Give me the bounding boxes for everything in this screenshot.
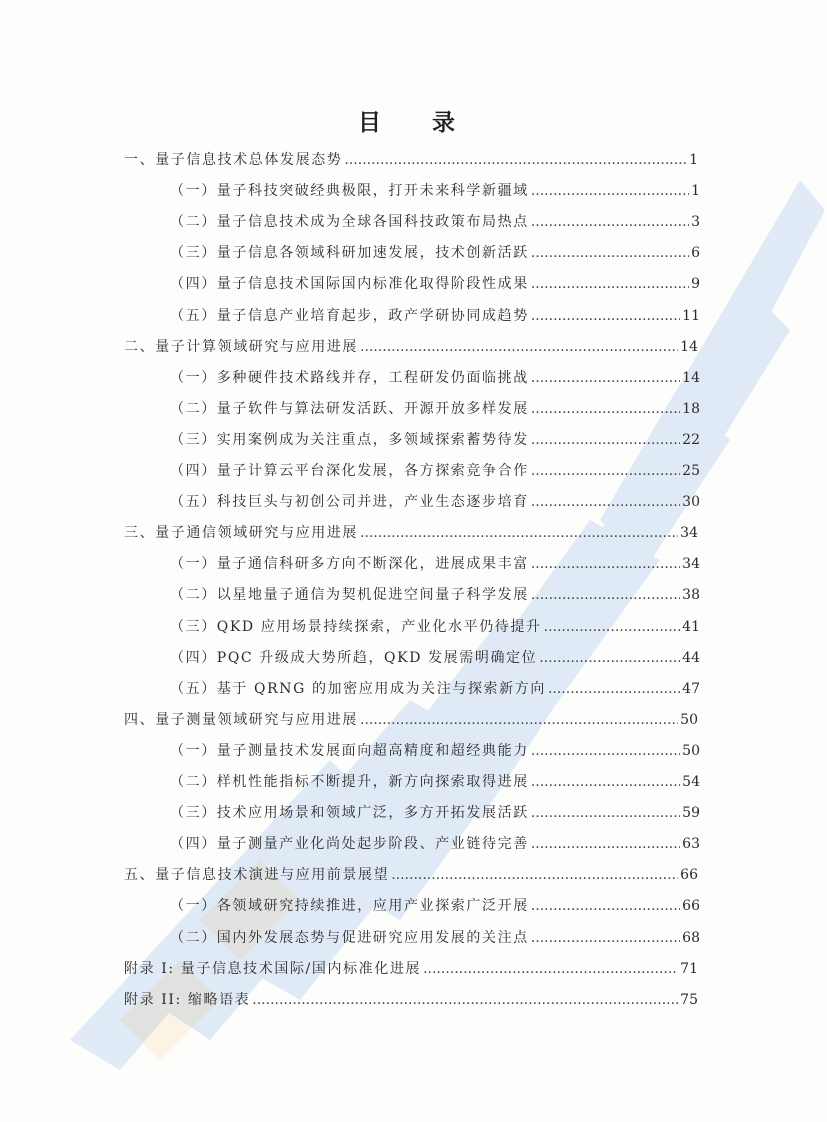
toc-chapter-entry[interactable]: [124, 863, 698, 887]
toc-chapter-entry[interactable]: [124, 957, 698, 981]
toc-page-number: 6: [691, 245, 700, 262]
toc-page-number: 66: [680, 867, 698, 884]
toc-page-number: 34: [680, 525, 698, 542]
toc-dot-leader: [531, 832, 680, 856]
toc-dot-leader: [539, 646, 680, 670]
toc-page-number: 18: [682, 400, 700, 417]
toc-entry-label: （四）PQC 升级成大势所趋，QKD 发展需明确定位: [170, 649, 538, 666]
toc-dot-leader: [531, 241, 689, 265]
toc-section-entry[interactable]: [170, 646, 700, 670]
toc-page-number: 71: [680, 960, 698, 977]
toc-dot-leader: [531, 583, 680, 607]
toc-dot-leader: [531, 272, 689, 296]
toc-entry-label: （一）量子测量技术发展面向超高精度和超经典能力: [170, 742, 529, 759]
toc-page-number: 54: [682, 774, 700, 790]
toc-entry-label: 一、量子信息技术总体发展态势: [124, 152, 343, 168]
toc-section-entry[interactable]: [170, 490, 700, 514]
toc-section-entry[interactable]: [170, 615, 700, 639]
toc-dot-leader: [531, 304, 680, 328]
toc-page-number: 47: [682, 680, 700, 697]
toc-page-number: 34: [682, 556, 700, 573]
toc-dot-leader: [531, 210, 689, 234]
toc-chapter-entry[interactable]: [124, 708, 698, 732]
toc-section-entry[interactable]: [170, 210, 700, 234]
toc-section-entry[interactable]: [170, 926, 700, 950]
toc-entry-label: （四）量子信息技术国际国内标准化取得阶段性成果: [170, 276, 529, 293]
toc-page-number: 50: [680, 711, 698, 728]
toc-section-entry[interactable]: [170, 894, 700, 918]
toc-dot-leader: [531, 179, 689, 203]
toc-entry-label: （三）技术应用场景和领域广泛，多方开拓发展活跃: [170, 805, 529, 822]
toc-chapter-entry[interactable]: [124, 521, 698, 545]
toc-entry-label: （五）基于 QRNG 的加密应用成为关注与探索新方向: [170, 680, 546, 697]
toc-page-number: 1: [691, 183, 700, 200]
toc-dot-leader: [531, 428, 680, 452]
toc-section-entry[interactable]: [170, 770, 700, 794]
toc-dot-leader: [531, 552, 680, 576]
toc-dot-leader: [531, 397, 680, 421]
toc-dot-leader: [531, 770, 680, 794]
page-title: 目 录: [358, 109, 469, 136]
toc-entry-label: （三）QKD 应用场景持续探索，产业化水平仍待提升: [170, 618, 542, 635]
toc-dot-leader: [531, 894, 680, 918]
toc-page-number: 66: [682, 898, 700, 915]
toc-page-number: 14: [680, 338, 698, 355]
toc-page-number: 14: [682, 369, 700, 386]
toc-dot-leader: [423, 957, 678, 981]
toc-page-number: 11: [682, 307, 700, 324]
toc-section-entry[interactable]: [170, 677, 700, 701]
toc-page-number: 44: [682, 649, 700, 666]
toc-entry-label: （四）量子测量产业化尚处起步阶段、产业链待完善: [170, 836, 529, 853]
toc-entry-label: 附录 II: 缩略语表: [124, 991, 251, 1008]
toc-entry-label: （一）多种硬件技术路线并存，工程研发仍面临挑战: [170, 369, 529, 386]
toc-dot-leader: [252, 988, 678, 1012]
toc-entry-label: （三）量子信息各领域科研加速发展，技术创新活跃: [170, 245, 529, 262]
toc-section-entry[interactable]: [170, 366, 700, 390]
toc-section-entry[interactable]: [170, 272, 700, 296]
toc-page-number: 38: [682, 587, 700, 604]
toc-page-number: 22: [682, 431, 700, 448]
toc-dot-leader: [548, 677, 680, 701]
toc-dot-leader: [544, 615, 681, 639]
toc-dot-leader: [531, 366, 680, 390]
toc-section-entry[interactable]: [170, 583, 700, 607]
toc-entry-label: （二）量子软件与算法研发活跃、开源开放多样发展: [170, 400, 529, 417]
toc-chapter-entry[interactable]: [124, 988, 698, 1012]
toc-dot-leader: [360, 708, 678, 732]
toc-page-number: 68: [682, 929, 700, 946]
toc-entry-label: （五）科技巨头与初创公司并进，产业生态逐步培育: [170, 494, 529, 511]
toc-section-entry[interactable]: [170, 304, 700, 328]
toc-dot-leader: [360, 335, 678, 359]
toc-section-entry[interactable]: [170, 832, 700, 856]
toc-page-number: 9: [691, 276, 700, 293]
toc-dot-leader: [531, 801, 680, 825]
toc-entry-label: 附录 I: 量子信息技术国际/国内标准化进展: [124, 960, 422, 977]
toc-entry-label: （二）量子信息技术成为全球各国科技政策布局热点: [170, 214, 529, 231]
toc-entry-label: （三）实用案例成为关注重点，多领域探索蓄势待发: [170, 431, 529, 448]
toc-dot-leader: [531, 490, 680, 514]
toc-entry-label: （一）各领域研究持续推进，应用产业探索广泛开展: [170, 898, 529, 915]
toc-chapter-entry[interactable]: [124, 335, 698, 359]
toc-dot-leader: [344, 148, 687, 172]
toc-section-entry[interactable]: [170, 428, 700, 452]
toc-entry-label: （一）量子通信科研多方向不断深化，进展成果丰富: [170, 556, 529, 573]
toc-page-number: 25: [682, 463, 700, 479]
toc-entry-label: 二、量子计算领域研究与应用进展: [124, 338, 358, 355]
toc-section-entry[interactable]: [170, 241, 700, 265]
toc-entry-label: （一）量子科技突破经典极限，打开未来科学新疆域: [170, 183, 529, 200]
toc-page-number: 59: [682, 805, 700, 822]
toc-section-entry[interactable]: [170, 179, 700, 203]
toc-page-number: 41: [682, 618, 700, 635]
toc-section-entry[interactable]: [170, 397, 700, 421]
toc-entry-label: 五、量子信息技术演进与应用前景展望: [124, 867, 390, 884]
toc-section-entry[interactable]: [170, 801, 700, 825]
toc-entry-label: （四）量子计算云平台深化发展，各方探索竞争合作: [170, 463, 529, 479]
toc-section-entry[interactable]: [170, 459, 700, 483]
toc-dot-leader: [531, 739, 680, 763]
toc-entry-label: 四、量子测量领域研究与应用进展: [124, 711, 358, 728]
toc-dot-leader: [531, 926, 680, 950]
toc-dot-leader: [531, 459, 680, 483]
toc-entry-label: （五）量子信息产业培育起步，政产学研协同成趋势: [170, 307, 529, 324]
toc-page-number: 1: [689, 152, 698, 168]
toc-page-number: 50: [682, 742, 700, 759]
toc-entry-label: （二）国内外发展态势与促进研究应用发展的关注点: [170, 929, 529, 946]
toc-entry-label: （二）样机性能指标不断提升，新方向探索取得进展: [170, 774, 529, 790]
toc-page-number: 3: [691, 214, 700, 231]
toc-chapter-entry[interactable]: [124, 148, 698, 172]
toc-entry-label: （二）以星地量子通信为契机促进空间量子科学发展: [170, 587, 529, 604]
toc-section-entry[interactable]: [170, 739, 700, 763]
toc-section-entry[interactable]: [170, 552, 700, 576]
toc-dot-leader: [360, 521, 678, 545]
toc-page-number: 75: [680, 991, 698, 1008]
toc-dot-leader: [391, 863, 678, 887]
toc-entry-label: 三、量子通信领域研究与应用进展: [124, 525, 358, 542]
toc-page-number: 63: [682, 836, 700, 853]
toc-page-number: 30: [682, 494, 700, 511]
